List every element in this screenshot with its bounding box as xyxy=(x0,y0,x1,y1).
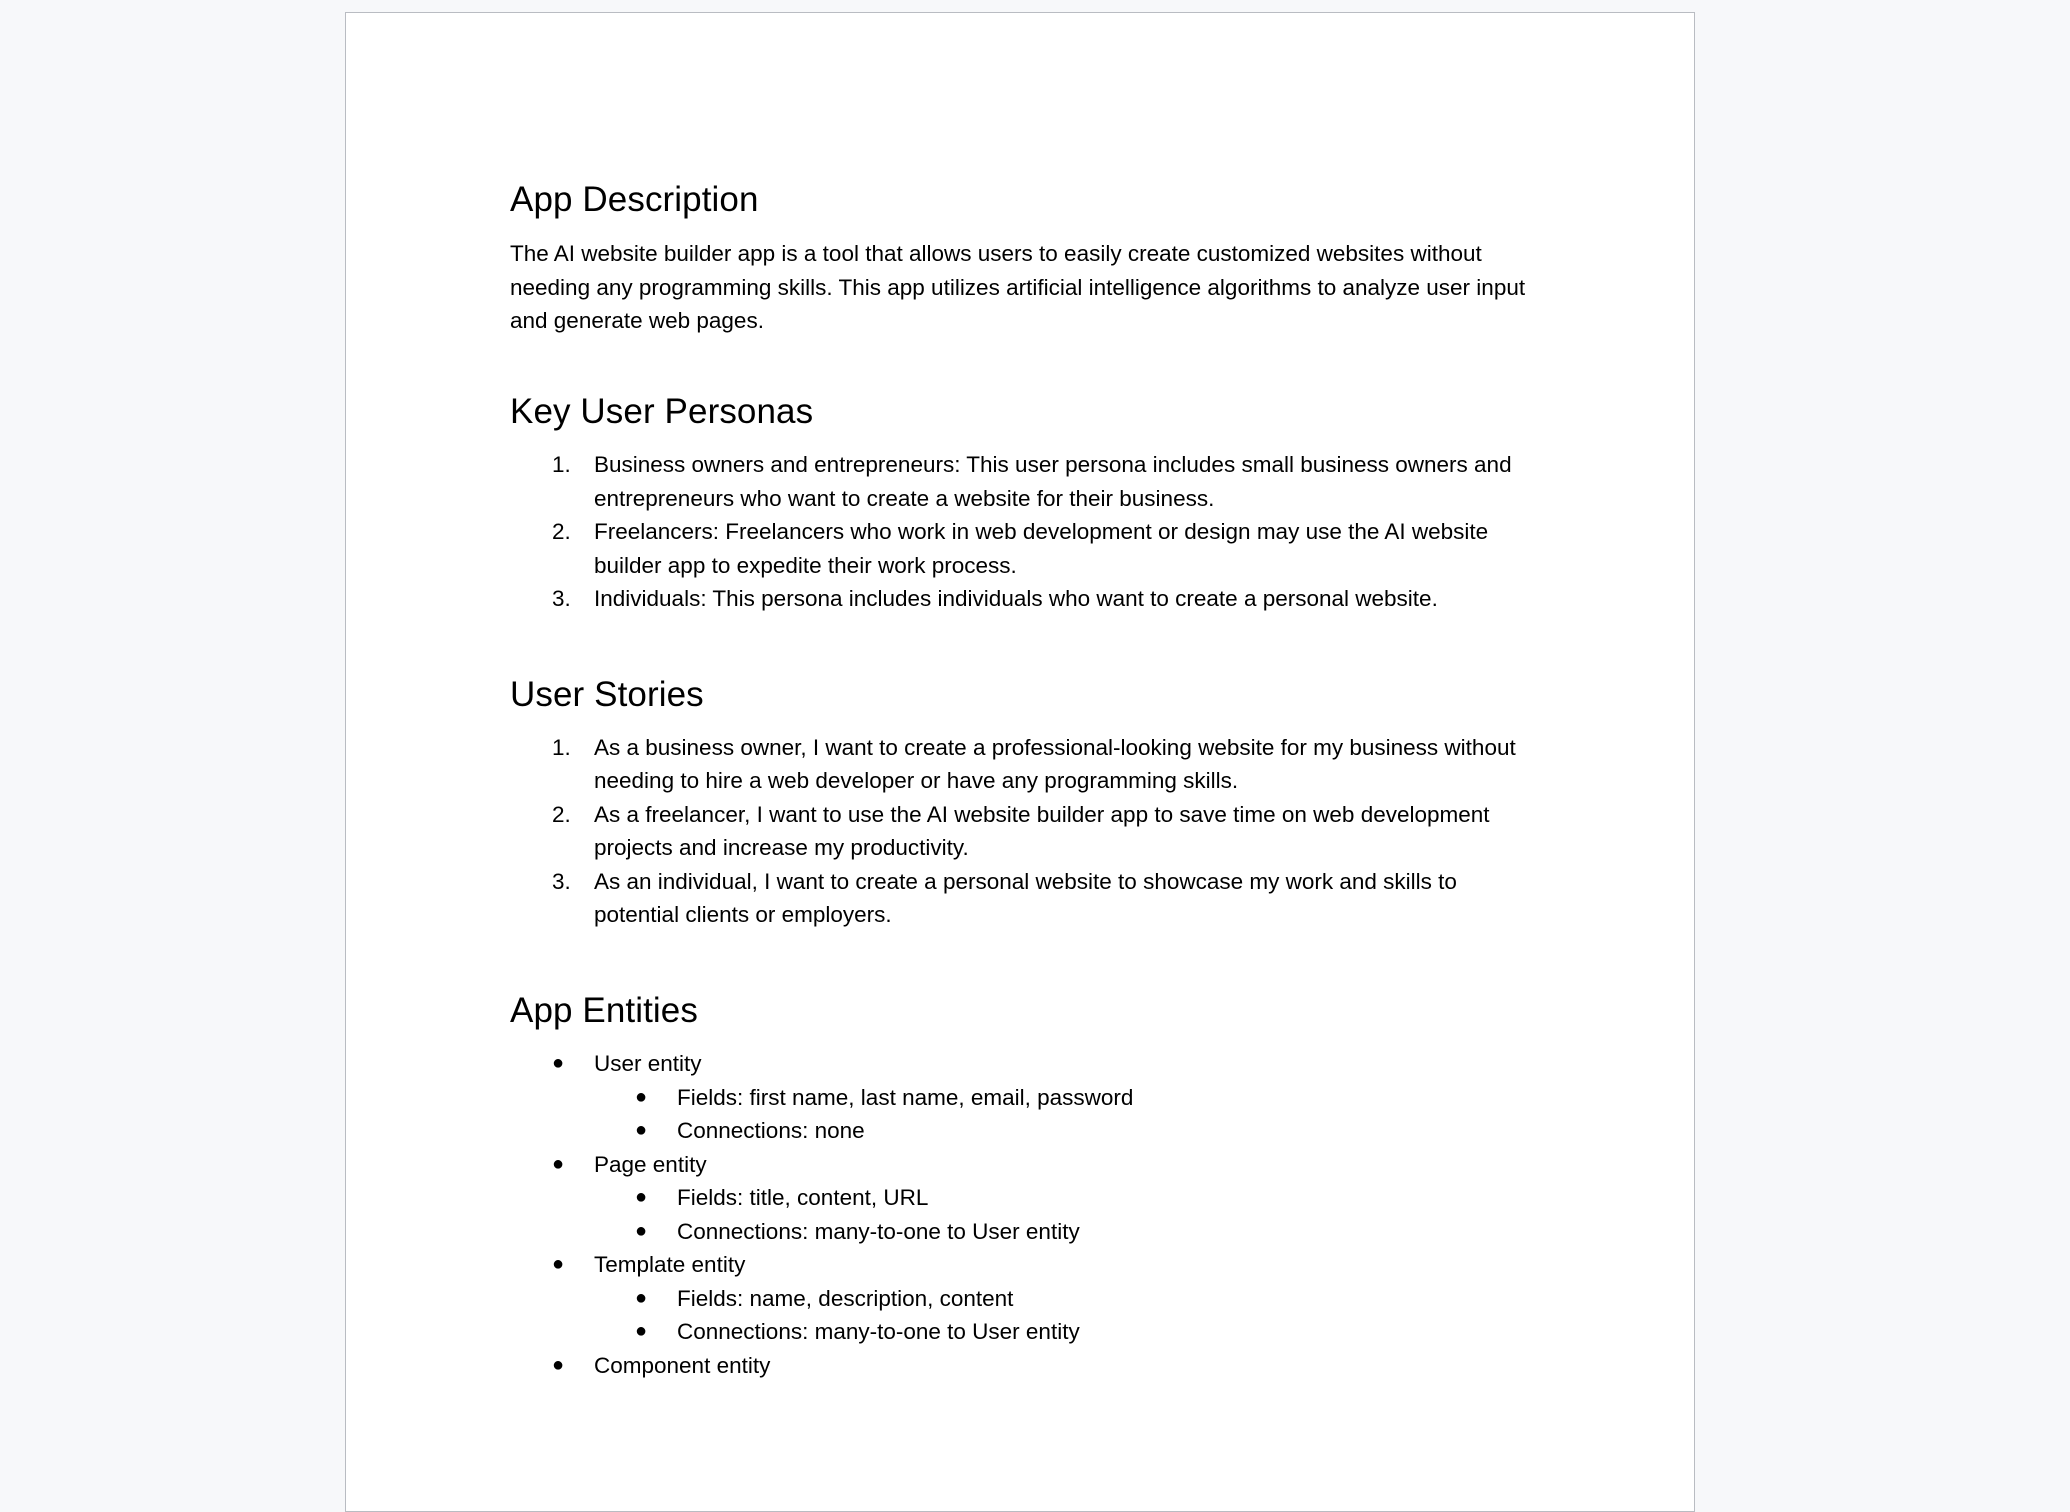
section-app-description xyxy=(510,13,1540,338)
list-item: Individuals: This persona includes individuals who want to create a personal website. xyxy=(594,586,1438,612)
list-item xyxy=(594,1114,1540,1148)
document-page xyxy=(345,12,1695,1512)
list-item xyxy=(510,1349,1540,1383)
bullet-icon: ● xyxy=(552,1253,565,1276)
entity-detail-list xyxy=(594,1282,1540,1349)
list-user-stories xyxy=(510,731,1540,932)
list-item xyxy=(510,1148,1540,1249)
bullet-icon: ● xyxy=(635,1320,648,1343)
bullet-icon: ● xyxy=(635,1119,648,1142)
entity-name: User entity xyxy=(594,1051,702,1077)
entity-detail-list xyxy=(594,1181,1540,1248)
list-item: As an individual, I want to create a personal website to showcase my work and skills to potential clients or employers. xyxy=(594,868,1457,928)
list-item xyxy=(594,1181,1540,1215)
entity-name: Template entity xyxy=(594,1252,746,1278)
bullet-icon: ● xyxy=(635,1286,648,1309)
document-content xyxy=(510,13,1540,1382)
entity-detail: Fields: name, description, content xyxy=(677,1285,1014,1311)
bullet-icon: ● xyxy=(635,1085,648,1108)
section-app-entities xyxy=(510,932,1540,1382)
section-user-stories xyxy=(510,616,1540,932)
list-item: As a business owner, I want to create a professional-looking website for my business without needing to hire a web developer or have any programming skills. xyxy=(594,734,1516,794)
entity-detail: Fields: title, content, URL xyxy=(677,1185,929,1211)
entity-detail: Connections: many-to-one to User entity xyxy=(677,1218,1080,1244)
bullet-icon: ● xyxy=(552,1353,565,1376)
entity-detail: Fields: first name, last name, email, password xyxy=(677,1084,1134,1110)
list-app-entities xyxy=(510,1047,1540,1382)
list-key-user-personas xyxy=(510,448,1540,616)
bullet-icon: ● xyxy=(635,1186,648,1209)
heading-app-entities: App Entities xyxy=(510,990,698,1030)
heading-key-user-personas: Key User Personas xyxy=(510,391,814,431)
list-item: As a freelancer, I want to use the AI website builder app to save time on web development projects and increase my productivity. xyxy=(594,801,1490,861)
entity-detail-list xyxy=(594,1081,1540,1148)
bullet-icon: ● xyxy=(635,1219,648,1242)
bullet-icon: ● xyxy=(552,1052,565,1075)
list-item xyxy=(510,1248,1540,1349)
paragraph-app-description: The AI website builder app is a tool that allows users to easily create customized websites without needing any programming skills. This app utilizes artificial intelligence algorithms to analyze user input and generate web pages. xyxy=(510,241,1526,334)
entity-detail: Connections: none xyxy=(677,1118,865,1144)
list-item xyxy=(510,1047,1540,1148)
list-item xyxy=(594,1282,1540,1316)
list-item: Freelancers: Freelancers who work in web development or design may use the AI website builder app to expedite their work process. xyxy=(594,519,1489,578)
entity-name: Page entity xyxy=(594,1151,707,1177)
entity-detail: Connections: many-to-one to User entity xyxy=(677,1319,1080,1345)
list-item: Business owners and entrepreneurs: This user persona includes small business owners and entrepreneurs who want to create a website for their business. xyxy=(594,452,1512,511)
list-item xyxy=(594,1215,1540,1249)
list-item xyxy=(594,1081,1540,1115)
heading-user-stories: User Stories xyxy=(510,674,704,714)
section-key-user-personas xyxy=(510,338,1540,616)
heading-app-description: App Description xyxy=(510,180,759,219)
list-item xyxy=(594,1315,1540,1349)
bullet-icon: ● xyxy=(552,1152,565,1175)
entity-name: Component entity xyxy=(594,1352,771,1378)
